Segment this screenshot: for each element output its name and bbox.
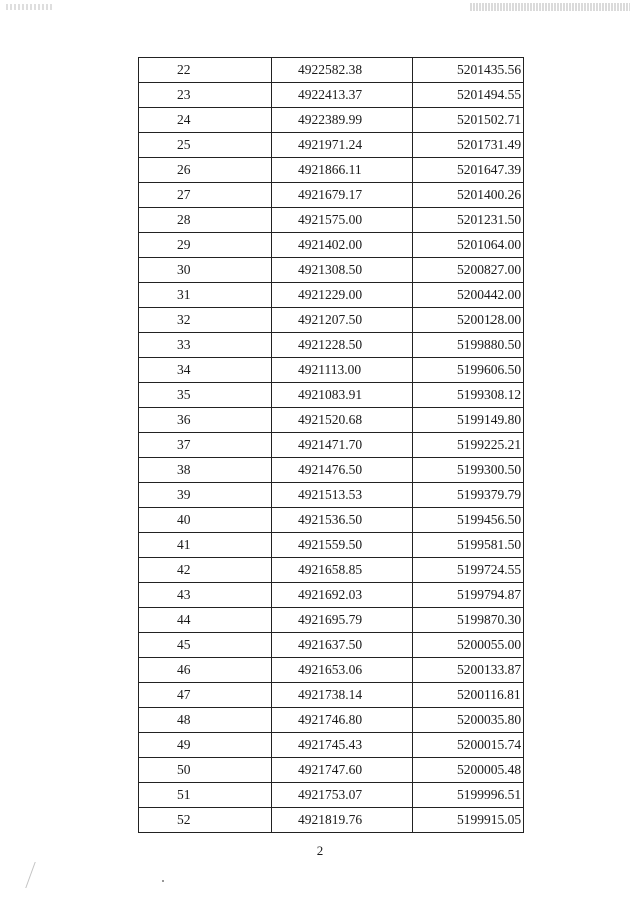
point-number-cell: 44 [139,608,272,633]
x-coordinate-cell: 4922582.38 [272,58,413,83]
table-row [139,708,524,733]
x-coordinate-cell: 4921228.50 [272,333,413,358]
x-coordinate-cell: 4921753.07 [272,783,413,808]
x-coordinate-cell: 4921692.03 [272,583,413,608]
y-coordinate-cell: 5201064.00 [413,233,524,258]
point-number-cell: 41 [139,533,272,558]
point-number-cell: 43 [139,583,272,608]
point-number-cell: 46 [139,658,272,683]
x-coordinate-cell: 4922389.99 [272,108,413,133]
table-row [139,433,524,458]
table-row [139,483,524,508]
point-number-cell: 28 [139,208,272,233]
x-coordinate-cell: 4921658.85 [272,558,413,583]
table-row [139,58,524,83]
y-coordinate-cell: 5199996.51 [413,783,524,808]
point-number-cell: 31 [139,283,272,308]
x-coordinate-cell: 4921083.91 [272,383,413,408]
x-coordinate-cell: 4921971.24 [272,133,413,158]
table-row [139,208,524,233]
x-coordinate-cell: 4921575.00 [272,208,413,233]
table-row [139,733,524,758]
y-coordinate-cell: 5199880.50 [413,333,524,358]
x-coordinate-cell: 4921866.11 [272,158,413,183]
table-row [139,783,524,808]
point-number-cell: 34 [139,358,272,383]
y-coordinate-cell: 5199225.21 [413,433,524,458]
point-number-cell: 35 [139,383,272,408]
point-number-cell: 27 [139,183,272,208]
y-coordinate-cell: 5201647.39 [413,158,524,183]
table-row [139,658,524,683]
x-coordinate-cell: 4921653.06 [272,658,413,683]
point-number-cell: 23 [139,83,272,108]
y-coordinate-cell: 5199915.05 [413,808,524,833]
point-number-cell: 24 [139,108,272,133]
y-coordinate-cell: 5201494.55 [413,83,524,108]
table-row [139,383,524,408]
point-number-cell: 26 [139,158,272,183]
y-coordinate-cell: 5199794.87 [413,583,524,608]
scan-speck [162,880,164,882]
y-coordinate-cell: 5201502.71 [413,108,524,133]
point-number-cell: 36 [139,408,272,433]
point-number-cell: 22 [139,58,272,83]
x-coordinate-cell: 4921402.00 [272,233,413,258]
table-row [139,508,524,533]
y-coordinate-cell: 5199870.30 [413,608,524,633]
point-number-cell: 48 [139,708,272,733]
y-coordinate-cell: 5201400.26 [413,183,524,208]
y-coordinate-cell: 5199149.80 [413,408,524,433]
point-number-cell: 30 [139,258,272,283]
x-coordinate-cell: 4921207.50 [272,308,413,333]
coordinates-table [138,57,524,833]
x-coordinate-cell: 4921695.79 [272,608,413,633]
y-coordinate-cell: 5199606.50 [413,358,524,383]
table-row [139,583,524,608]
table-row [139,758,524,783]
x-coordinate-cell: 4921476.50 [272,458,413,483]
table-row [139,233,524,258]
x-coordinate-cell: 4921746.80 [272,708,413,733]
table-row [139,458,524,483]
page-number: 2 [316,843,324,858]
point-number-cell: 37 [139,433,272,458]
x-coordinate-cell: 4921113.00 [272,358,413,383]
y-coordinate-cell: 5200116.81 [413,683,524,708]
y-coordinate-cell: 5200133.87 [413,658,524,683]
table-row [139,258,524,283]
point-number-cell: 38 [139,458,272,483]
table-row [139,183,524,208]
x-coordinate-cell: 4921471.70 [272,433,413,458]
point-number-cell: 33 [139,333,272,358]
point-number-cell: 29 [139,233,272,258]
y-coordinate-cell: 5199724.55 [413,558,524,583]
table-row [139,158,524,183]
y-coordinate-cell: 5199456.50 [413,508,524,533]
y-coordinate-cell: 5201435.56 [413,58,524,83]
x-coordinate-cell: 4921679.17 [272,183,413,208]
point-number-cell: 45 [139,633,272,658]
y-coordinate-cell: 5201231.50 [413,208,524,233]
x-coordinate-cell: 4921819.76 [272,808,413,833]
x-coordinate-cell: 4921536.50 [272,508,413,533]
x-coordinate-cell: 4922413.37 [272,83,413,108]
scan-artifact-bottom-left [25,862,49,888]
table-row [139,83,524,108]
point-number-cell: 42 [139,558,272,583]
y-coordinate-cell: 5199300.50 [413,458,524,483]
table-row [139,808,524,833]
point-number-cell: 39 [139,483,272,508]
y-coordinate-cell: 5201731.49 [413,133,524,158]
table-row [139,633,524,658]
y-coordinate-cell: 5200005.48 [413,758,524,783]
x-coordinate-cell: 4921637.50 [272,633,413,658]
point-number-cell: 25 [139,133,272,158]
point-number-cell: 51 [139,783,272,808]
x-coordinate-cell: 4921747.60 [272,758,413,783]
table-row [139,333,524,358]
y-coordinate-cell: 5199308.12 [413,383,524,408]
coordinates-table-body [139,58,524,833]
table-row [139,533,524,558]
y-coordinate-cell: 5200442.00 [413,283,524,308]
x-coordinate-cell: 4921738.14 [272,683,413,708]
point-number-cell: 47 [139,683,272,708]
table-row [139,683,524,708]
point-number-cell: 40 [139,508,272,533]
x-coordinate-cell: 4921745.43 [272,733,413,758]
x-coordinate-cell: 4921559.50 [272,533,413,558]
x-coordinate-cell: 4921229.00 [272,283,413,308]
point-number-cell: 52 [139,808,272,833]
x-coordinate-cell: 4921520.68 [272,408,413,433]
table-row [139,283,524,308]
point-number-cell: 49 [139,733,272,758]
table-row [139,108,524,133]
y-coordinate-cell: 5200055.00 [413,633,524,658]
x-coordinate-cell: 4921308.50 [272,258,413,283]
y-coordinate-cell: 5200035.80 [413,708,524,733]
y-coordinate-cell: 5199379.79 [413,483,524,508]
table-row [139,133,524,158]
scan-artifact-top-right [470,3,630,11]
x-coordinate-cell: 4921513.53 [272,483,413,508]
y-coordinate-cell: 5200128.00 [413,308,524,333]
table-row [139,358,524,383]
table-row [139,308,524,333]
table-row [139,558,524,583]
y-coordinate-cell: 5200015.74 [413,733,524,758]
y-coordinate-cell: 5199581.50 [413,533,524,558]
scan-artifact-top-left [6,4,54,10]
point-number-cell: 32 [139,308,272,333]
table-row [139,408,524,433]
y-coordinate-cell: 5200827.00 [413,258,524,283]
point-number-cell: 50 [139,758,272,783]
table-row [139,608,524,633]
